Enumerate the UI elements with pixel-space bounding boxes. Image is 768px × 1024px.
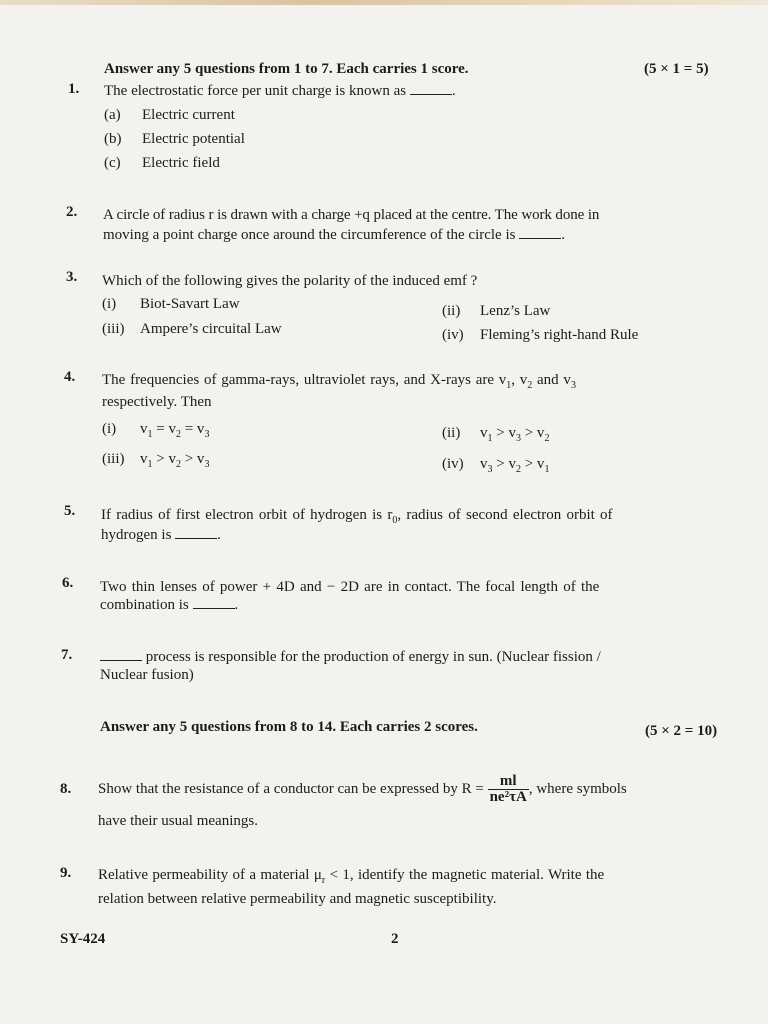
question-7-number: 7.	[61, 647, 73, 663]
answer-blank	[175, 526, 217, 539]
question-6-tail: .	[234, 597, 239, 613]
answer-blank	[193, 596, 235, 609]
question-1-stem: The electrostatic force per unit charge is known as	[104, 83, 407, 99]
question-8-stem-a: Show that the resistance of a conductor can be expressed by R =	[98, 781, 484, 797]
question-1-tail: .	[451, 83, 456, 99]
q3-option-i-label: (i)	[102, 296, 117, 312]
question-5-stem-a: If radius of first electron orbit of hydrogen is r	[101, 507, 393, 523]
question-4-number: 4.	[64, 369, 76, 385]
question-5-stem-b: , radius of second electron orbit of	[397, 507, 613, 523]
question-5-line-2	[101, 526, 221, 544]
q4-option-i-label: (i)	[102, 421, 117, 437]
page-top-edge	[0, 0, 768, 5]
question-8-stem-b: , where symbols	[528, 781, 627, 797]
question-7-line-1	[100, 648, 601, 666]
question-5-tail: .	[217, 527, 221, 543]
question-5-stem-c: hydrogen is	[101, 527, 172, 543]
section-a-instruction: Answer any 5 questions from 1 to 7. Each carries 1 score.	[104, 61, 469, 77]
formula-denominator: ne²τA	[489, 789, 527, 806]
question-9-stem-b: < 1, identify the magnetic material. Write the	[325, 867, 605, 883]
question-7-line-2: Nuclear fusion)	[100, 667, 194, 683]
question-2-line-1: A circle of radius r is drawn with a charge +q placed at the centre. The work done in	[103, 207, 600, 223]
section-a-marks: (5 × 1 = 5)	[644, 61, 709, 77]
question-8-line-1	[98, 772, 627, 806]
question-4-line-1: The frequencies of gamma-rays, ultraviolet rays, and X-rays are $v_1$, $v_2$ and $v_3$	[102, 372, 576, 391]
question-6-line-1: Two thin lenses of power + 4D and − 2D are in contact. The focal length of the	[100, 579, 600, 595]
question-9-number: 9.	[60, 865, 72, 881]
question-6-stem: combination is	[100, 597, 189, 613]
q1-option-c-label: (c)	[104, 155, 121, 171]
q3-option-iv-label: (iv)	[442, 327, 464, 343]
question-5-number: 5.	[64, 503, 76, 519]
q1-option-b-text: Electric potential	[142, 131, 245, 147]
question-5-line-1: If radius of first electron orbit of hydrogen is $r_0$, radius of second electron orbit of	[101, 507, 613, 526]
q1-option-a-label: (a)	[104, 107, 121, 123]
q1-option-c-text: Electric field	[142, 155, 220, 171]
question-2-tail: .	[561, 227, 565, 243]
question-8-number: 8.	[60, 781, 72, 797]
q3-option-iii-text: Ampere’s circuital Law	[140, 321, 282, 337]
answer-blank	[410, 82, 452, 95]
question-3-number: 3.	[66, 269, 78, 285]
question-2-number: 2.	[66, 204, 78, 220]
q3-option-iii-label: (iii)	[102, 321, 125, 337]
question-3-text: Which of the following gives the polarity of the induced emf ?	[102, 273, 478, 289]
q4-option-iii-label: (iii)	[102, 451, 125, 467]
section-b-instruction: Answer any 5 questions from 8 to 14. Each carries 2 scores.	[100, 719, 478, 735]
question-7-stem: process is responsible for the production of energy in sun. (Nuclear fission /	[145, 649, 601, 665]
question-9-stem-a: Relative permeability of a material μ	[98, 867, 322, 883]
question-1-number: 1.	[68, 81, 80, 97]
question-2-stem: moving a point charge once around the circumference of the circle is	[103, 227, 516, 243]
page-number: 2	[391, 931, 399, 947]
question-8-line-2: have their usual meanings.	[98, 813, 258, 829]
paper-code: SY-424	[60, 931, 106, 947]
answer-blank	[100, 648, 142, 661]
q3-option-ii-label: (ii)	[442, 303, 461, 319]
q4-option-iv-text: $v_3 > v_2 > v_1$	[480, 456, 550, 475]
question-6-line-2	[100, 596, 238, 614]
q1-option-b-label: (b)	[104, 131, 122, 147]
question-9-line-1: Relative permeability of a material $\mu_r < 1$, identify the magnetic material. Write the	[98, 867, 605, 886]
question-4-line-2: respectively. Then	[102, 394, 212, 410]
question-6-number: 6.	[62, 575, 74, 591]
resistance-formula	[488, 774, 529, 805]
q3-option-ii-text: Lenz’s Law	[480, 303, 551, 319]
question-1-text	[104, 82, 456, 100]
q4-option-iii-text: $v_1 > v_2 > v_3$	[140, 451, 210, 470]
question-2-line-2	[103, 226, 565, 244]
question-4-stem: The frequencies of gamma-rays, ultraviolet rays, and X-rays are v	[102, 372, 507, 388]
q4-option-ii-text: $v_1 > v_3 > v_2$	[480, 425, 550, 444]
q3-option-i-text: Biot-Savart Law	[140, 296, 240, 312]
q4-option-ii-label: (ii)	[442, 425, 461, 441]
answer-blank	[519, 226, 561, 239]
q1-option-a-text: Electric current	[142, 107, 235, 123]
section-b-marks: (5 × 2 = 10)	[645, 723, 718, 739]
formula-numerator: ml	[488, 774, 529, 790]
question-9-line-2: relation between relative permeability and magnetic susceptibility.	[98, 891, 497, 907]
q3-option-iv-text: Fleming’s right-hand Rule	[480, 327, 639, 343]
q4-option-i-text: $v_1 = v_2 = v_3$	[140, 421, 210, 440]
q4-option-iv-label: (iv)	[442, 456, 464, 472]
